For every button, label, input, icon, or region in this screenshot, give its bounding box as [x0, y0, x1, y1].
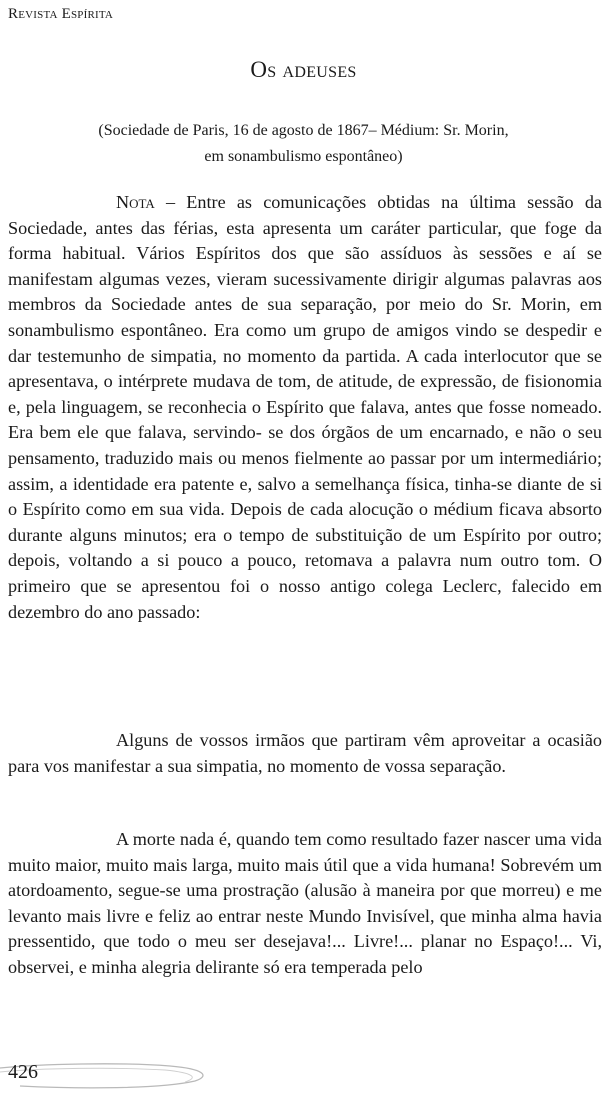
paragraph-3-text: A morte nada é, quando tem como resultado fazer nascer uma vida muito maior, muito mais larga, muito mais útil que a vida humana! Sobrevém um atordoamento, segue-se uma prostração (alusão à maneira por que morreu) e me levanto mais livre e feliz ao entrar neste Mundo Invisível, que minha alma havia pressentido, que todo o meu ser desejava!... Livre!... planar no Espaço!... Vi, observei, e minha alegria delirante só era temperada pelo — [8, 829, 602, 977]
paragraph-2 — [8, 728, 602, 779]
subtitle-line-2: em sonambulismo espontâneo) — [204, 148, 403, 165]
nota-paragraph — [8, 190, 602, 625]
article-title: Os adeuses — [250, 57, 357, 82]
subtitle-line-1: (Sociedade de Paris, 16 de agosto de 1867– Médium: Sr. Morin, — [98, 122, 509, 139]
running-header: Revista Espírita — [8, 6, 114, 22]
page-number: 426 — [8, 1061, 38, 1083]
nota-text: – Entre as comunicações obtidas na última sessão da Sociedade, antes das férias, esta apresenta um caráter particular, que foge da forma habitual. Vários Espíritos dos que são assíduos às sessões e aí se manifestam algumas vezes, vieram sucessivamente dirigir algumas palavras aos membros da Sociedade antes de sua separação, por meio do Sr. Morin, em sonambulismo espontâneo. Era como um grupo de amigos vindo se despedir e dar testemunho de simpatia, no momento da partida. A cada interlocutor que se apresentava, o intérprete mudava de tom, de atitude, de expressão, de fisionomia e, pela linguagem, se reconhecia o Espírito que falava, antes que fosse nomeado. Era bem ele que falava, servindo- se dos órgãos de um encarnado, e não o seu pensamento, traduzido mais ou menos fielmente ao passar por um intermediário; assim, a identidade era patente e, salvo a semelhança física, tinha-se diante de si o Espírito como em sua vida. Depois de cada alocução o médium ficava absorto durante alguns minutos; era o tempo de substituição de um Espírito por outro; depois, voltando a si pouco a pouco, retomava a palavra num outro tom. O primeiro que se apresentou foi o nosso antigo colega Leclerc, falecido em dezembro do ano passado: — [8, 192, 602, 622]
paragraph-3 — [8, 827, 602, 981]
nota-label: Nota — [116, 192, 155, 212]
article-subtitle — [40, 118, 567, 170]
paragraph-2-text: Alguns de vossos irmãos que partiram vêm aproveitar a ocasião para vos manifestar a sua simpatia, no momento de vossa separação. — [8, 730, 602, 776]
